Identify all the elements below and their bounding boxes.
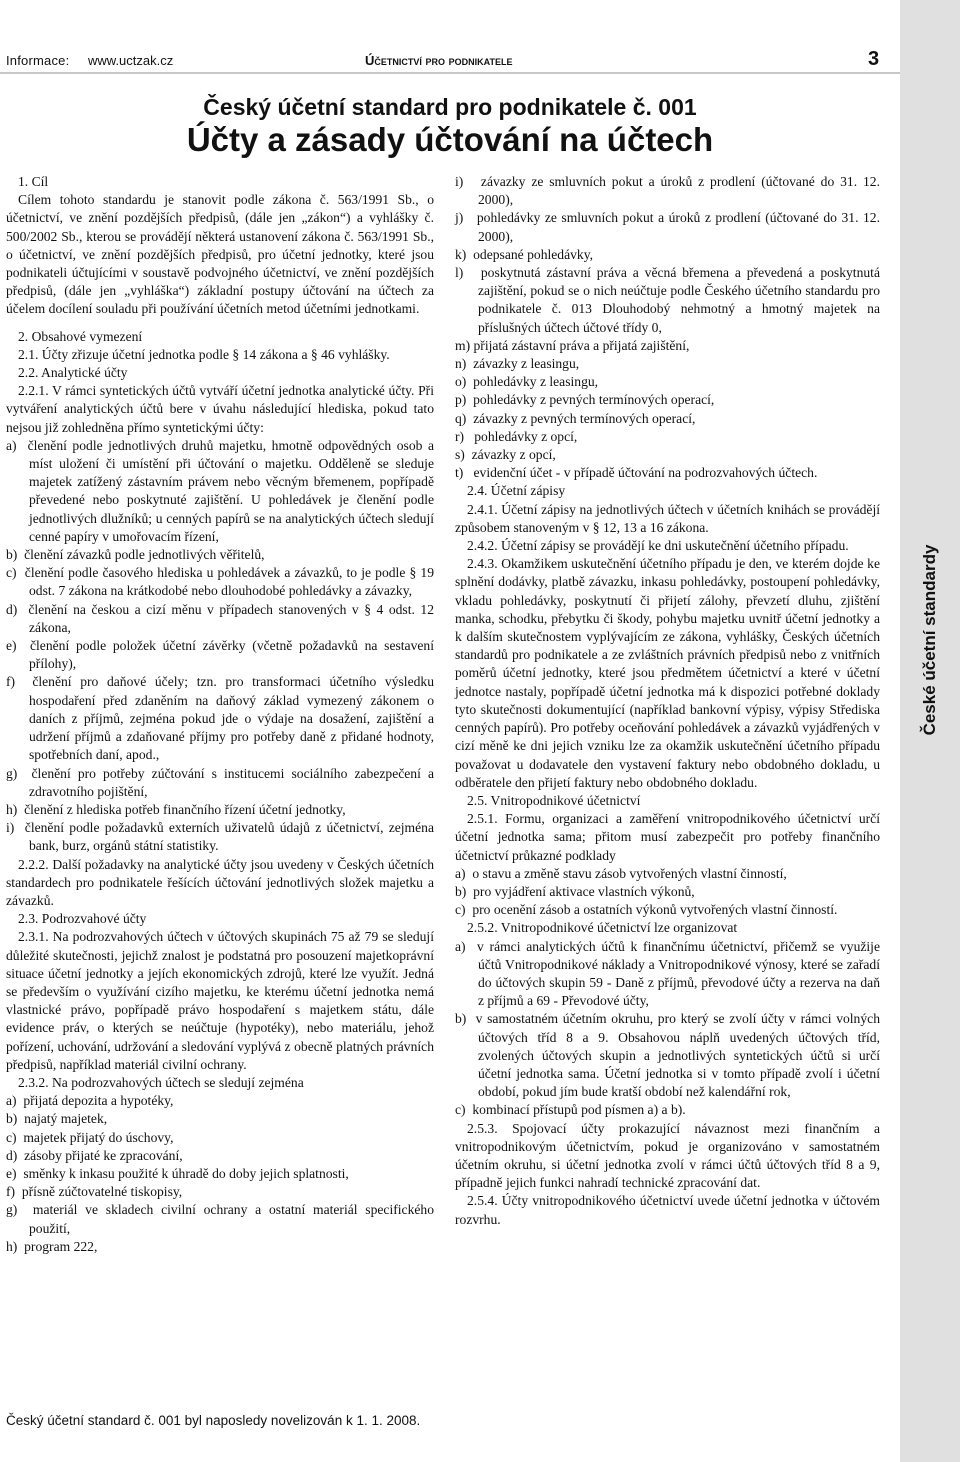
right-column	[455, 173, 880, 1229]
paragraph: l) poskytnutá zástavní práva a věcná břemena a převedená a poskytnutá zajištění, pokud se o nich neúčtuje podle Českého účetního standardu pro podnikatele č. 013 Dlouhodobý nehmotný a hmotný majetek na příslušných účtech účtové třídy 0,	[455, 265, 880, 335]
paragraph: 2. Obsahové vymezení	[18, 328, 143, 344]
paragraph: 2.2.2. Další požadavky na analytické účty jsou uvedeny v Českých účetních standardech pro podnikatele řešících účtování jednotlivých složek majetku a závazků.	[6, 856, 434, 908]
footnote: Český účetní standard č. 001 byl naposledy novelizován k 1. 1. 2008.	[6, 1413, 421, 1428]
paragraph: 2.4.1. Účetní zápisy na jednotlivých účtech v účetních knihách se provádějí způsobem stanoveným v § 12, 13 a 16 zákona.	[455, 501, 880, 535]
paragraph: b) najatý majetek,	[6, 1111, 108, 1127]
paragraph: b) pro vyjádření aktivace vlastních výkonů,	[455, 883, 695, 899]
header-info: Informace:	[6, 53, 70, 68]
paragraph: h) program 222,	[6, 1238, 98, 1254]
paragraph: 2.4. Účetní zápisy	[467, 483, 566, 499]
paragraph: e) směnky k inkasu použité k úhradě do doby jejich splatnosti,	[6, 1165, 349, 1181]
paragraph: k) odepsané pohledávky,	[455, 246, 594, 262]
paragraph: d) členění na českou a cizí měnu v případech stanovených v § 4 odst. 12 zákona,	[6, 601, 434, 635]
paragraph: f) členění pro daňové účely; tzn. pro transformaci účetního výsledku hospodaření před zdaněním na daňový základ vymezený zákonem o daních z příjmů, zejména pokud jde o výdaje na dosažení, zajištění a udržení příjmů a zdaňované příjmy pro potřeby daně z přidané hodnoty, spotřebních daní, apod.,	[6, 674, 434, 763]
paragraph: p) pohledávky z pevných termínových operací,	[455, 392, 715, 408]
header-url: www.uctzak.cz	[88, 53, 174, 68]
paragraph: 2.5. Vnitropodnikové účetnictví	[467, 792, 641, 808]
paragraph: 2.5.2. Vnitropodnikové účetnictví lze organizovat	[467, 920, 738, 936]
paragraph: b) v samostatném účetním okruhu, pro který se zvolí účty v rámci volných účtových tříd 8 a 9. Obsahovou náplň uvedených účtových tříd, zvolených účtových skupin a jednotlivých syntetických účtů si určí účetní jednotka sama. Účetní jednotka si v tomto případě zvolí i účetní období, pokud jím bude kratší období než kalendářní rok,	[455, 1011, 880, 1100]
paragraph: d) zásoby přijaté ke zpracování,	[6, 1147, 183, 1163]
paragraph: 2.1. Účty zřizuje účetní jednotka podle § 14 zákona a § 46 vyhlášky.	[18, 346, 390, 362]
paragraph: 1. Cíl	[18, 174, 49, 189]
paragraph: Cílem tohoto standardu je stanovit podle zákona č. 563/1991 Sb., o účetnictví, ve znění pozdějších předpisů, (dále jen „zákon“) a vyhlášky č. 500/2002 Sb., kterou se provádějí některá ustanovení zákona č. 563/1991 Sb., o účetnictví, ve znění pozdějších předpisů, pro účetní jednotky, které jsou podnikateli účtujícími v soustavě podvojného účetnictví, ve znění pozdějších předpisů, (dále jen „vyhláška“) základní postupy účtování na účtech za účelem docílení souladu při používání účetních metod účetními jednotkami.	[6, 192, 434, 317]
paragraph: g) materiál ve skladech civilní ochrany a ostatní materiál specifického použití,	[6, 1202, 434, 1236]
side-label-text: České účetní standardy	[920, 544, 939, 736]
paragraph: j) pohledávky ze smluvních pokut a úroků z prodlení (účtované do 31. 12. 2000),	[455, 210, 880, 244]
paragraph: a) v rámci analytických účtů k finančnímu účetnictví, přičemž se využije účtů Vnitropodnikové náklady a Vnitropodnikové výnosy, které se zařadí do účtových skupin 59 - Daně z příjmů, převodové účty a rezerva na daň z příjmů a 69 - Převodové účty,	[455, 938, 880, 1009]
header-rule	[0, 72, 900, 74]
paragraph: 2.5.1. Formu, organizaci a zaměření vnitropodnikového účetnictví určí účetní jednotka sama; přitom musí zabezpečit pro potřeby finančního účetnictví průkazné podklady	[455, 811, 880, 863]
paragraph: c) pro ocenění zásob a ostatních výkonů vytvořených vlastní činností.	[455, 902, 838, 918]
left-column	[6, 173, 434, 1256]
paragraph: 2.3.1. Na podrozvahových účtech v účtových skupinách 75 až 79 se sledují důležité skutečnosti, jejichž znalost je podstatná pro posouzení majetkoprávní situace účetní jednotky a jejích ekonomických zdrojů, které lze využít. Jedná se především o využívání cizího majetku, ke kterému účetní jednotka nemá vlastnické právo, popřípadě právo hospodaření s majetkem státu, dále evidence práv, o kterých se neúčtuje (hypotéky), nebo materiálu, jehož pořízení, uchování, udržování a sledování vyplývá z obecně platných právních předpisů, například materiál civilní ochrany.	[6, 929, 434, 1072]
paragraph: e) členění podle položek účetní závěrky (včetně požadavků na sestavení přílohy),	[6, 638, 434, 672]
paragraph: s) závazky z opcí,	[455, 447, 556, 463]
page-header	[0, 0, 900, 80]
paragraph: 2.5.4. Účty vnitropodnikového účetnictví uvede účetní jednotka v účtovém rozvrhu.	[455, 1193, 880, 1227]
paragraph: c) členění podle časového hlediska u pohledávek a závazků, to je podle § 19 odst. 7 zákona na krátkodobé nebo dlouhodobé pohledávky a závazky,	[6, 565, 434, 599]
side-label	[900, 0, 960, 1462]
paragraph: a) o stavu a změně stavu zásob vytvořených vlastní činností,	[455, 865, 787, 881]
paragraph: a) přijatá depozita a hypotéky,	[6, 1093, 174, 1109]
paragraph: 2.2. Analytické účty	[18, 365, 128, 381]
document-title-line1: Český účetní standard pro podnikatele č. 001	[203, 94, 697, 120]
document-title-line2: Účty a zásady účtování na účtech	[186, 121, 714, 158]
paragraph: c) kombinací přístupů pod písmen a) a b).	[455, 1102, 686, 1118]
paragraph: 2.4.3. Okamžikem uskutečnění účetního případu je den, ve kterém dojde ke splnění dodávky, platbě závazku, inkasu pohledávky, postoupení pohledávky, vkladu pohledávky, poskytnutí či přijetí zálohy, převzetí dluhu, zjištění manka, schodku, přebytku či škody, pohybu majetku uvnitř účetní jednotky a k dalším skutečnostem vyplývajícím ze zákona, vyhlášky, Českých účetních standardů pro podnikatele a ze zvláštních právních předpisů nebo z vnitřních poměrů účetní jednotky, které jsou předmětem účetnictví a které v účetní jednotce nastaly, popřípadě účetní jednotka má k dispozici potřebné doklady tyto skutečnosti dokumentující (například bankovní výpisy, výpisy Střediska cenných papírů). Pro potřeby oceňování pohledávek a závazků vyjádřených v cizí měně ke dni jejich vzniku lze za okamžik uskutečnění účetního případu považovat u dodavatele den vystavení faktury nebo obdobného dokladu, u odběratele den přijetí faktury nebo obdobného dokladu.	[455, 556, 880, 790]
paragraph: q) závazky z pevných termínových operací,	[455, 410, 696, 426]
paragraph: 2.3.2. Na podrozvahových účtech se sledují zejména	[18, 1074, 304, 1090]
paragraph: a) členění podle jednotlivých druhů majetku, hmotně odpovědných osob a míst uložení či umístění při účtování o majetku. Odděleně se sleduje majetek zatížený zástavním právem nebo věcným břemenem, popřípadě převedené nebo poskytnuté zajištění. U pohledávek je členění podle jednotlivých dlužníků; u cenných papírů se na analytických účtech sledují cenné papíry v umořovacím řízení,	[6, 437, 434, 544]
paragraph: n) závazky z leasingu,	[455, 356, 580, 372]
paragraph: c) majetek přijatý do úschovy,	[6, 1129, 174, 1145]
paragraph: 2.3. Podrozvahové účty	[18, 911, 147, 927]
paragraph: i) členění podle požadavků externích uživatelů údajů z účetnictví, zejména bank, burz, orgánů státní statistiky.	[6, 820, 434, 854]
paragraph: t) evidenční účet - v případě účtování na podrozvahových účtech.	[455, 465, 818, 481]
paragraph: 2.4.2. Účetní zápisy se provádějí ke dni uskutečnění účetního případu.	[467, 538, 849, 554]
paragraph: i) závazky ze smluvních pokut a úroků z prodlení (účtované do 31. 12. 2000),	[455, 174, 880, 208]
paragraph: r) pohledávky z opcí,	[455, 428, 578, 444]
paragraph: 2.2.1. V rámci syntetických účtů vytváří účetní jednotka analytické účty. Při vytváření analytických účtů bere v úvahu následující hlediska, pokud tato nejsou již zohledněna přímo syntetickými účty:	[6, 383, 434, 435]
paragraph: g) členění pro potřeby zúčtování s institucemi sociálního zabezpečení a zdravotního pojištění,	[6, 765, 434, 799]
page-number: 3	[868, 48, 880, 70]
paragraph: o) pohledávky z leasingu,	[455, 374, 599, 390]
paragraph: m) přijatá zástavní práva a přijatá zajištění,	[455, 337, 690, 353]
paragraph: f) přísně zúčtovatelné tiskopisy,	[6, 1184, 183, 1200]
paragraph: b) členění závazků podle jednotlivých věřitelů,	[6, 547, 265, 563]
paragraph: 2.5.3. Spojovací účty prokazující návaznost mezi finančním a vnitropodnikovým účetnictvím, pokud je organizováno v samostatném účetním okruhu, si účetní jednotka zvolí v rámci účtů účtových tříd 8 a 9, případně jejich funkci nahradí technické zpracování dat.	[455, 1120, 880, 1191]
paragraph: h) členění z hlediska potřeb finančního řízení účetní jednotky,	[6, 801, 346, 817]
header-section: Účetnictví pro podnikatele	[365, 53, 513, 68]
